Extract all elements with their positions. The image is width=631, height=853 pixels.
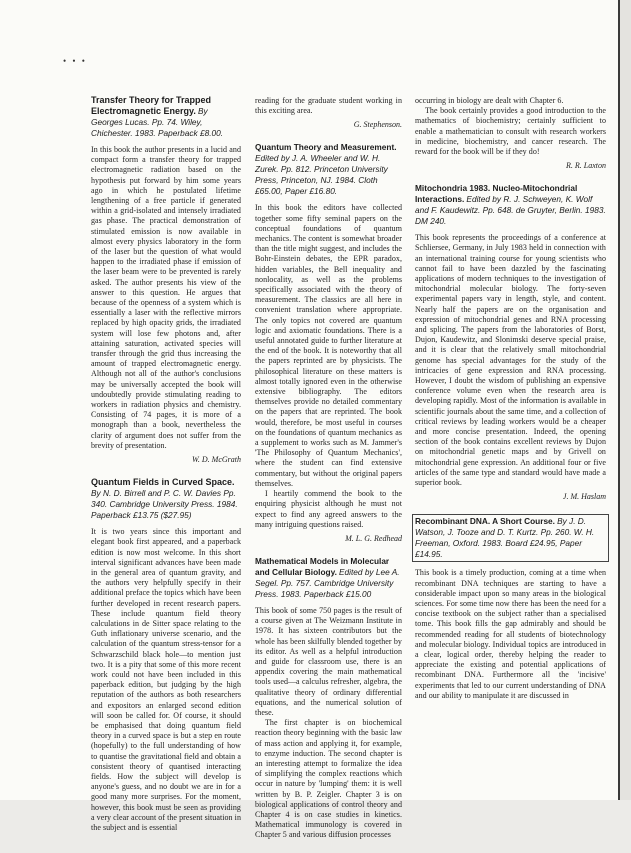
review-body: This book of some 750 pages is the result of a course given at The Weizmann Institute in 1978. It has sixteen contributors but the whole has been skilfully blended together by its editor. As well as a helpful introduction and guide for classroom use, there is an appendix covering the main mathematical tools used—a calculus refresher, algebra, the qualitative theory of ordinary differential equations, and the numerical solution of these. [255,605,402,717]
review-body: This book is a timely production, coming at a time when recombinant DNA techniques are starting to have a considerable impact upon so many areas in the biological sciences. For some time now there has been the need for a concise textbook on the subject rather than a specialised tome. This book fills the gap admirably and should be recommended reading for all students of biotechnology and molecular biology. Individual topics are introduced in a clear, logical order, thereby helping the reader to appreciate the existing and potential applications of recombinant DNA. Furthermore all the 'incisive' experiments that led to our current understanding of DNA and our ability to manipulate it are discussed in [415,568,606,700]
highlighted-heading-box [412,514,609,562]
reviewer-name: M. L. G. Redhead [345,533,402,543]
review-mathematical-models-continued [415,96,606,171]
review-body-continued: occurring in biology are dealt with Chapter 6. [415,96,564,105]
review-title: Quantum Fields in Curved Space. [91,477,235,488]
review-body-paragraph: The book certainly provides a good introduction to the mathematics of biochemistry; certainly sufficient to enable a mathematician to consult with research workers in medicine, biochemistry, and cancer research. The reward for the book will be if they do! [415,106,606,157]
review-meta: Edited by J. A. Wheeler and W. H. Zurek. Pp. 812. Princeton University Press, Princeton, NJ. 1984. Cloth £65.00, Paper £16.80. [255,153,388,197]
review-title: Quantum Theory and Measurement. [255,142,397,153]
review-quantum-fields-continued [255,96,402,130]
review-body: It is two years since this important and elegant book first appeared, and a paperback edition is now most welcome. In this short interval significant advances have been made in the general area of quantum gravity, and the authors very helpfully specify in their additional preface the topics which have been further developed in recent research papers. These include quantum field theory calculations in de Sitter space relating to the Guth inflationary universe scenario, and the calculation of the quantum stress-tensor for a Schwarzschild black hole—to mention just two. It is a pity that some of this more recent work could not have been included in this paperback edition, but judging by the high reputation of the authors as both researchers and expositors an enlarged second edition will soon be called for. Of course, it should be emphasised that doing quantum field theory in a curved space is but a step en route (hopefully) to the full understanding of how to quantise the gravitational field and obtain a consistent theory of quantised interacting fields. How the subject will develop is anyone's guess, and no doubt we are in for a good many more surprises. For the moment, however, this book must be seen as providing a very clear account of the present situation in the subject and is essential [91,527,241,832]
review-body: This book represents the proceedings of a conference at Schliersee, Germany, in July 1983 held in connection with an international training course for young scientists who cannot fail to have been dazzled by the fascinating applications of modern techniques to the investigation of mitochondrial molecular biology. The forty-seven experimental papers vary in length, style, and content. Nearly half the papers are on the organisation and expression of mitochondrial genes and RNA processing and splicing. The papers from the laboratories of Borst, Dujon, Kaudewitz, and Slonimski deserve special praise, and it is clear that the relatively small mitochondrial genome has special advantages for the study of the intricacies of gene expression and RNA processing. However, I doubt the wisdom of publishing an expensive conference volume even when the research area is developing rapidly. Most of the information is available in scientific journals about the same time, and a collection of critical reviews by leading workers would be a cheaper and more concise presentation. Indeed, the opening section of the book contains excellent reviews by Dujon on mitochondrial genetic maps and by Grivell on mitochondrial gene expression. An additional four or five articles of the same type and standard would have made a superior book. [415,233,606,488]
review-title: Mathematical Models in Molecular and Cellular Biology. [255,555,390,577]
review-body-paragraph: The first chapter is on biochemical reaction theory beginning with the basic law of mass action and applying it, for example, to enzyme induction. The second chapter is an interesting attempt to formalize the idea of simplifying the complex reactions which occur in nature by 'lumping' them: it is well written by B. P. Zeigler. Chapter 3 is on biological applications of control theory and Chapter 4 is on case studies in kinetics. Mathematical immunology is covered in Chapter 5 and various diffusion processes [255,718,402,840]
review-mathematical-models [255,556,402,841]
review-body-continued: reading for the graduate student working in this exciting area. [255,96,402,116]
review-meta: By N. D. Birrell and P. C. W. Davies Pp. 340. Cambridge University Press. 1984. Paperback £13.75 ($27.95) [91,488,238,521]
reviewer-name: J. M. Haslam [562,492,606,502]
review-mitochondria [415,183,606,502]
column-left [91,95,241,845]
reviewer-name: W. D. McGrath [191,455,241,465]
review-transfer-theory [91,95,241,465]
review-title: Transfer Theory for Trapped Electromagnetic Energy. [91,95,212,116]
review-recombinant-dna [415,514,606,701]
review-meta: By Georges Lucas. Pp. 74. Wiley, Chichester. 1983. Paperback £8.00. [91,106,224,138]
review-body: In this book the author presents in a lucid and compact form a transfer theory for trapped electromagnetic radiation based on the hypothesis put forward by him some years ago in which he postulated lifetime lengthening of a free particle if generated within a grid-isolated and intensely irradiated gas phase. The practical demonstration of stimulated emission is now available in almost every physics laboratory in the form of the laser but the question of what would happen to the irradiated phase if emission of the laser beam were to be prevented is rarely asked. The author presents his view of the answer to this question. He argues that because of the openness of a system which is essentially a laser with the reflective mirrors replaced by high opacity grids, the irradiated system will lose few photons and, after attaining saturation, activated species will transfer through the grid thus increasing the amount of trapped electromagnetic energy. Although not all of the author's conclusions may be universally accepted the book will undoubtedly provide stimulating reading to workers in radiation physics and chemistry. Consisting of 74 pages, it is more of a monograph than a book, nevertheless the clarity of argument does not suffer from the brevity of presentation. [91,145,241,450]
review-meta: By J. D. Watson, J. Tooze and D. T. Kurtz. Pp. 260. W. H. Freeman, Oxford. 1983. Board £24.95, Paper £14.95. [415,516,595,560]
review-meta: Edited by Lee A. Segel. Pp. 757. Cambridge University Press. 1983. Paperback £15.00 [255,566,400,599]
review-body: In this book the editors have collected together some fifty seminal papers on the conceptual foundations of quantum mechanics. The content is somewhat broader than the title might suggest, and includes the Bohr-Einstein debates, the EPR paradox, hidden variables, the Bell inequality and nonlocality, as well as the problems specifically associated with the theory of measurement. The classics are all here in convenient translation where appropriate. The only topics not covered are quantum logic and axiomatic foundations. There is a useful annotated guide to further literature at the end of the book. It is noteworthy that all the papers reprinted are by physicists. The philosophical literature on these matters is almost totally ignored even in the otherwise extensive bibliography. The editors themselves provide no detailed commentary on the papers that are reprinted. The book would, therefore, be most useful in courses on the foundations of quantum mechanics as a supplement to works such as M. Jammer's 'The Philosophy of Quantum Mechanics', where the student can find extensive commentary, but without the original papers themselves. [255,203,402,488]
decor-dots: • • • [63,56,87,66]
reviewer-name: R. R. Laxton [566,161,606,171]
review-title: Mitochondria 1983. Nucleo-Mitochondrial Interactions. [415,183,578,205]
review-title: Recombinant DNA. A Short Course. [415,516,555,527]
review-quantum-measurement [255,142,402,544]
column-right [415,96,606,713]
column-middle [255,96,402,853]
page-margin-strip [620,0,631,800]
review-body-paragraph: I heartily commend the book to the enquiring physicist although he must not expect to find any agreed answers to the many intriguing questions raised. [255,489,402,529]
review-quantum-fields [91,477,241,833]
review-meta: Edited by R. J. Schweyen, K. Wolf and F. Kaudewitz. Pp. 648. de Gruyter, Berlin. 1983. DM 240. [415,194,606,227]
reviewer-name: G. Stephenson. [353,120,402,130]
